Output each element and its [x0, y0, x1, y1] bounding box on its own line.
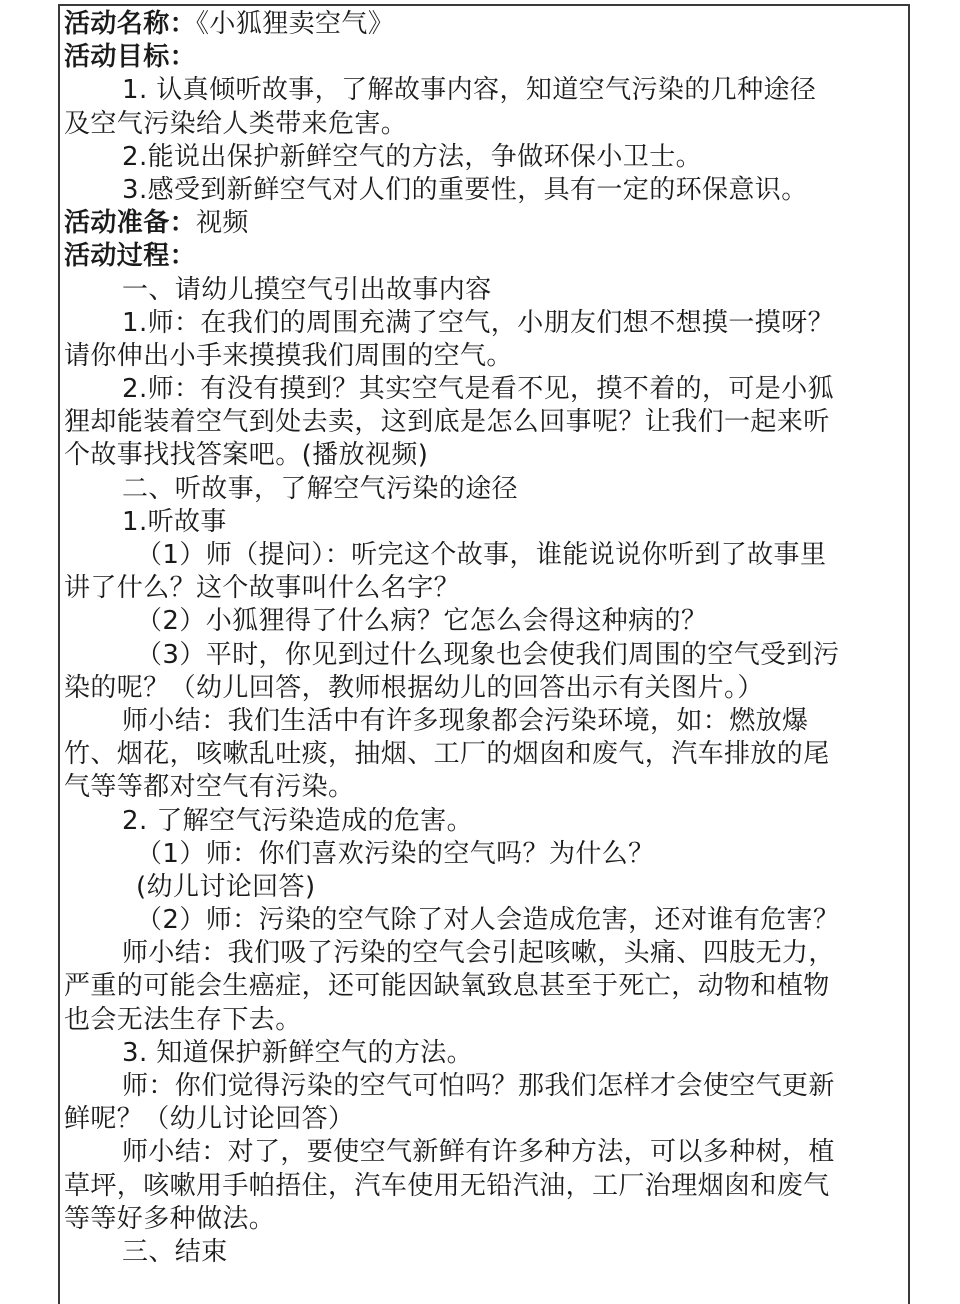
paragraph-line: 2.师：有没有摸到？其实空气是看不见，摸不着的，可是小狐 — [122, 374, 835, 405]
paragraph-line: 鲜呢？（幼儿讨论回答） — [64, 1104, 355, 1135]
goal-line: 2.能说出保护新鲜空气的方法，争做环保小卫士。 — [122, 141, 703, 172]
activity-name-value: 《小狐狸卖空气》 — [196, 9, 395, 39]
paragraph-line: 师小结：我们吸了污染的空气会引起咳嗽，头痛、四肢无力， — [122, 938, 835, 969]
paragraph-line: 严重的可能会生癌症，还可能因缺氧致息甚至于死亡，动物和植物 — [64, 971, 830, 1002]
paragraph-line: 讲了什么？这个故事叫什么名字？ — [64, 573, 461, 604]
goal-line: 1. 认真倾听故事，了解故事内容，知道空气污染的几种途径 — [122, 75, 817, 106]
paragraph-line: （2）师：污染的空气除了对人会造成危害，还对谁有危害？ — [136, 905, 840, 936]
section-heading: 二、听故事，了解空气污染的途径 — [122, 473, 519, 504]
subsection-heading: 1.听故事 — [122, 506, 227, 537]
paragraph-line: 也会无法生存下去。 — [64, 1004, 302, 1035]
paragraph-line: 竹、烟花，咳嗽乱吐痰，抽烟、工厂的烟囱和废气，汽车排放的尾 — [64, 739, 830, 770]
paragraph-line: （2）小狐狸得了什么病？它怎么会得这种病的？ — [136, 606, 708, 637]
paragraph-line: 等等好多种做法。 — [64, 1203, 276, 1234]
paragraph-line: 草坪，咳嗽用手帕捂住，汽车使用无铅汽油，工厂治理烟囱和废气 — [64, 1170, 830, 1201]
prep-value: 视频 — [196, 208, 249, 239]
process-label: 活动过程： — [64, 241, 197, 272]
paragraph-line: 染的呢？（幼儿回答，教师根据幼儿的回答出示有关图片。） — [64, 672, 764, 703]
paragraph-line: （3）平时，你见到过什么现象也会使我们周围的空气受到污 — [136, 639, 840, 670]
activity-name-row — [64, 8, 908, 41]
goal-line: 及空气污染给人类带来危害。 — [64, 108, 408, 139]
paragraph-line: 1.师：在我们的周围充满了空气，小朋友们想不想摸一摸呀？ — [122, 307, 835, 338]
paragraph-line: 个故事找找答案吧。(播放视频) — [64, 440, 429, 471]
goals-label: 活动目标： — [64, 42, 197, 73]
activity-name-label: 活动名称： — [64, 9, 197, 39]
paragraph-line: （1）师（提问）：听完这个故事，谁能说说你听到了故事里 — [136, 540, 827, 570]
lesson-plan-document — [58, 4, 910, 1304]
section-heading: 一、请幼儿摸空气引出故事内容 — [122, 274, 492, 305]
prep-label: 活动准备： — [64, 208, 197, 239]
paragraph-line: （1）师：你们喜欢污染的空气吗？为什么？ — [136, 838, 655, 869]
paragraph-line: 狸却能装着空气到处去卖，这到底是怎么回事呢？让我们一起来听 — [64, 407, 830, 438]
paragraph-line: 气等等都对空气有污染。 — [64, 772, 355, 803]
section-heading: 三、结束 — [122, 1236, 228, 1267]
subsection-heading: 2. 了解空气污染造成的危害。 — [122, 805, 474, 836]
paragraph-line: 请你伸出小手来摸摸我们周围的空气。 — [64, 340, 513, 371]
paragraph-line: 师小结：我们生活中有许多现象都会污染环境，如：燃放爆 — [122, 705, 809, 736]
subsection-heading: 3. 知道保护新鲜空气的方法。 — [122, 1037, 474, 1068]
paragraph-line: (幼儿讨论回答) — [136, 871, 316, 902]
goal-line: 3.感受到新鲜空气对人们的重要性，具有一定的环保意识。 — [122, 174, 808, 205]
paragraph-line: 师：你们觉得污染的空气可怕吗？那我们怎样才会使空气更新 — [122, 1071, 835, 1101]
prep-row — [64, 207, 908, 240]
paragraph-line: 师小结：对了，要使空气新鲜有许多种方法，可以多种树，植 — [122, 1137, 835, 1168]
